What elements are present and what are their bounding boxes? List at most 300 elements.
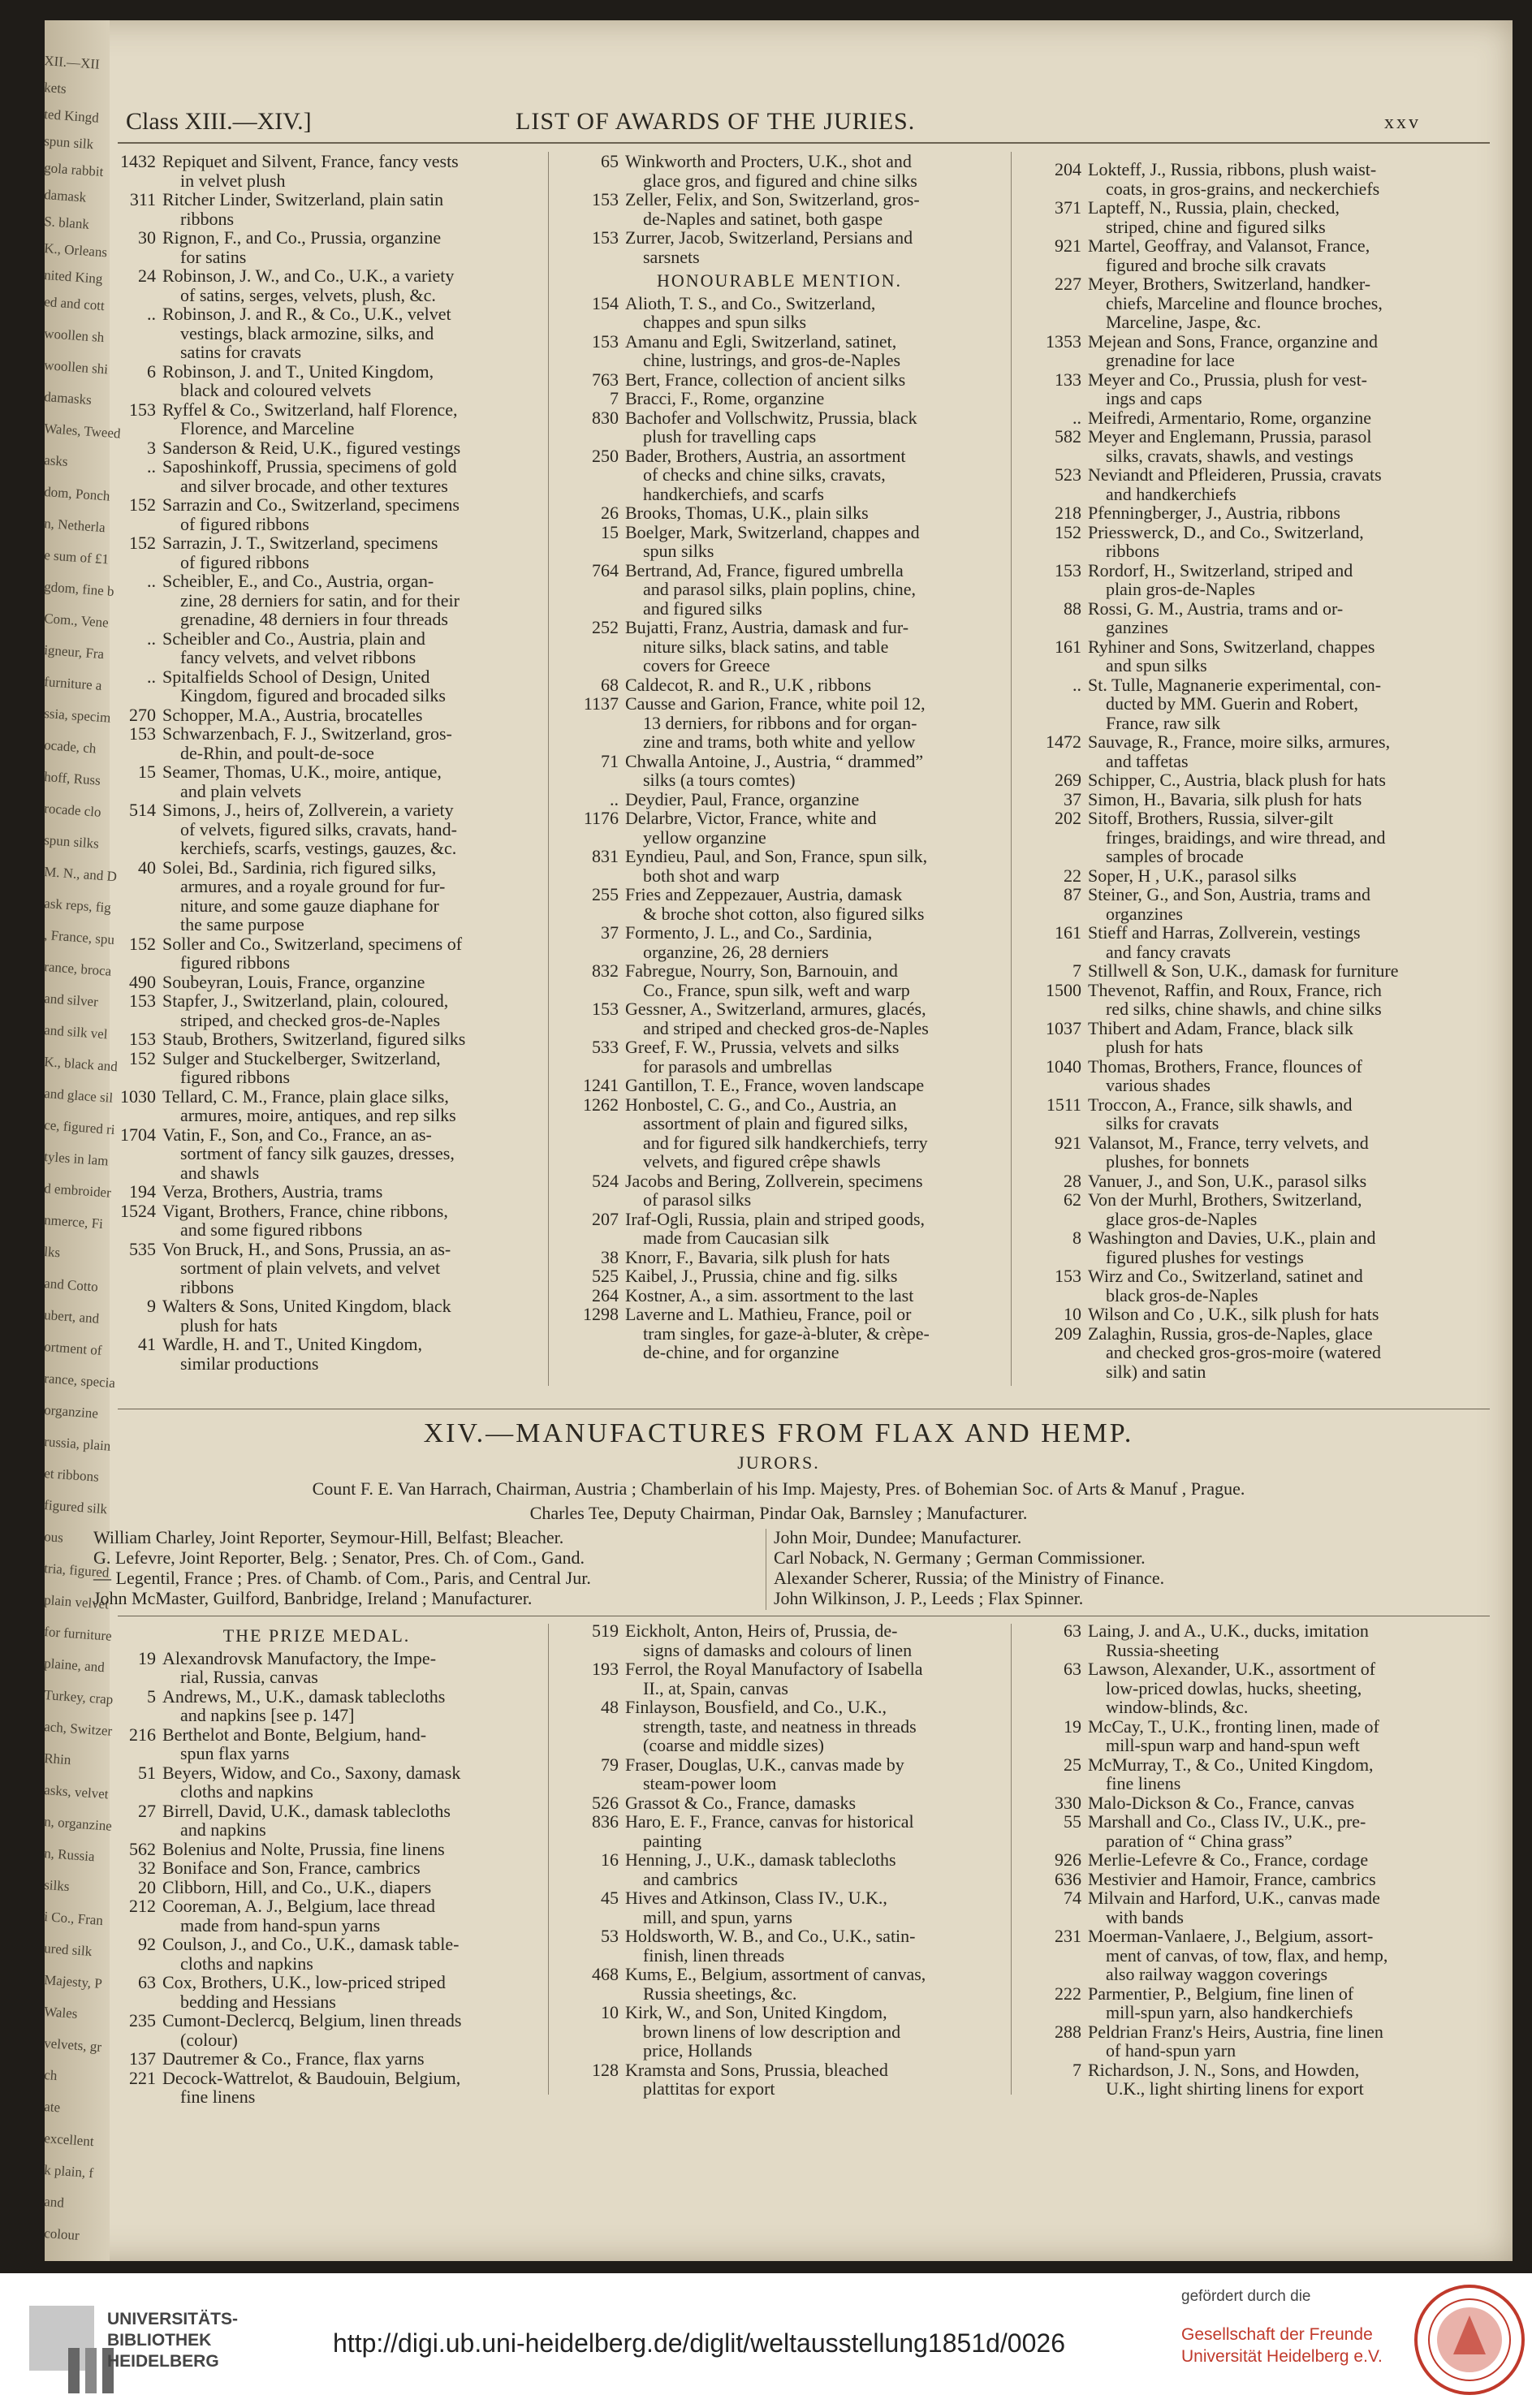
award-entry <box>552 1965 1007 2003</box>
award-entry <box>552 503 1007 523</box>
edge-fragment: asks, velvet <box>43 1782 110 1802</box>
award-entry <box>1015 160 1469 198</box>
award-entry <box>552 694 1007 752</box>
award-entry <box>1015 465 1469 503</box>
exhibit-number: 212 <box>129 1896 156 1916</box>
award-text: Caldecot, R. and R., U.K , ribbons <box>625 674 872 695</box>
award-text: Stapfer, J., Switzerland, plain, coloured, <box>162 990 449 1011</box>
award-entry <box>552 1076 1007 1095</box>
edge-fragment: ach, Switzer <box>43 1719 113 1739</box>
award-text-continued: spun flax yarns <box>180 1743 290 1763</box>
award-text: Rignon, F., and Co., Prussia, organzine <box>162 227 442 248</box>
award-text: Laverne and L. Mathieu, France, poil or <box>625 1304 912 1324</box>
award-entry <box>552 1267 1007 1286</box>
award-text-continued: red silks, chine shawls, and chine silks <box>1106 999 1382 1019</box>
award-entry <box>89 1840 544 1859</box>
award-text: Chwalla Antoine, J., Austria, “ drammed” <box>625 750 924 771</box>
award-entry <box>89 667 544 706</box>
exhibit-number: 1432 <box>120 151 156 171</box>
award-text-continued: spun silks <box>643 541 714 561</box>
edge-fragment: gola rabbit <box>43 160 104 180</box>
award-text: Laing, J. and A., U.K., ducks, imitation <box>1088 1620 1369 1641</box>
award-text: Merlie-Lefevre & Co., France, cordage <box>1088 1849 1369 1870</box>
exhibit-number: 204 <box>1055 159 1081 179</box>
edge-fragment: organzine <box>43 1402 99 1422</box>
exhibit-number: 37 <box>601 922 619 943</box>
award-entry <box>1015 1812 1469 1850</box>
award-text: Rossi, G. M., Austria, trams and or- <box>1088 598 1344 619</box>
exhibit-number: 8 <box>1072 1228 1081 1248</box>
exhibit-number: 152 <box>129 494 156 515</box>
award-text-continued: and parasol silks, plain poplins, chine, <box>643 579 917 599</box>
award-entry <box>552 999 1007 1038</box>
award-text: Eyndieu, Paul, and Son, France, spun silk, <box>625 846 928 866</box>
award-text-continued: fine linens <box>1106 1773 1181 1793</box>
award-text-continued: vestings, black armozine, silks, and <box>180 322 434 343</box>
award-entry <box>89 152 544 190</box>
exhibit-number: 533 <box>592 1037 619 1057</box>
award-text-continued: and napkins <box>180 1819 266 1840</box>
award-entry <box>1015 1888 1469 1927</box>
edge-fragment: rance, specia <box>43 1370 116 1392</box>
edge-fragment: Majesty, P <box>43 1972 103 1992</box>
award-text-continued: ribbons <box>180 208 234 229</box>
award-text-continued: sortment of plain velvets, and velvet <box>180 1258 441 1278</box>
exhibit-number: 28 <box>1064 1170 1081 1191</box>
edge-fragment: plaine, and <box>43 1655 106 1676</box>
award-entry <box>552 1793 1007 1813</box>
exhibit-number: 25 <box>1064 1754 1081 1775</box>
award-entry <box>89 629 544 667</box>
award-text: Pfenningberger, J., Austria, ribbons <box>1088 503 1340 523</box>
header-title: LIST OF AWARDS OF THE JURIES. <box>516 108 916 135</box>
award-entry <box>552 1621 1007 1659</box>
exhibit-number: 1500 <box>1046 979 1081 1000</box>
exhibit-number: 836 <box>592 1811 619 1832</box>
edge-fragment: and silver <box>43 990 99 1010</box>
exhibit-number: 1262 <box>583 1094 619 1115</box>
award-text-continued: ribbons <box>180 1276 234 1297</box>
award-text: Moerman-Vanlaere, J., Belgium, assort- <box>1088 1926 1374 1946</box>
award-entry <box>1015 370 1469 408</box>
award-text: Simon, H., Bavaria, silk plush for hats <box>1088 788 1362 809</box>
award-text-continued: and plain velvets <box>180 780 302 801</box>
award-text-continued: tram singles, for gaze-à-bluter, & crèpe- <box>643 1323 930 1344</box>
award-text: Parmentier, P., Belgium, fine linen of <box>1088 1983 1354 2004</box>
award-text-continued: similar productions <box>180 1353 319 1374</box>
edge-fragment: n, Russia <box>43 1845 96 1865</box>
award-text-continued: cloths and napkins <box>180 1953 313 1974</box>
edge-fragment: igneur, Fra <box>43 642 105 662</box>
award-text-continued: of figured ribbons <box>180 551 309 572</box>
award-entry <box>89 973 544 992</box>
award-text-continued: Russia-sheeting <box>1106 1639 1219 1660</box>
award-entry <box>552 294 1007 332</box>
award-entry <box>89 572 544 629</box>
award-text-continued: and shawls <box>180 1162 260 1183</box>
award-text: Henning, J., U.K., damask tablecloths <box>625 1849 896 1870</box>
award-entry <box>89 762 544 801</box>
award-entry <box>552 1927 1007 1965</box>
award-entry <box>89 1049 544 1087</box>
award-entry <box>1015 274 1469 332</box>
library-logo <box>29 2306 94 2371</box>
exhibit-number: 1704 <box>120 1124 156 1145</box>
edge-fragment: XII.—XII <box>43 53 101 72</box>
edge-fragment: and glace sil <box>43 1085 114 1106</box>
exhibit-number: 830 <box>592 407 619 428</box>
exhibit-number: 55 <box>1064 1811 1081 1832</box>
exhibit-number: 161 <box>1055 636 1081 657</box>
award-entry <box>552 790 1007 809</box>
award-entry <box>552 885 1007 923</box>
award-text-continued: silk) and satin <box>1106 1361 1206 1382</box>
flax-column-1 <box>89 1621 544 2107</box>
award-entry <box>89 266 544 304</box>
exhibit-number: 40 <box>138 857 156 878</box>
award-entry <box>552 1755 1007 1793</box>
award-entry <box>552 961 1007 999</box>
award-text-continued: de-Naples and satinet, both gaspe <box>643 208 883 229</box>
exhibit-number: 79 <box>601 1754 619 1775</box>
exhibit-number: 207 <box>592 1208 619 1229</box>
exhibit-number: 252 <box>592 617 619 637</box>
award-entry <box>552 1248 1007 1267</box>
sponsor-intro: gefördert durch die <box>1181 2288 1311 2305</box>
exhibit-number: 535 <box>129 1238 156 1259</box>
exhibit-number: 87 <box>1064 884 1081 904</box>
award-text-continued: samples of brocade <box>1106 846 1244 866</box>
edge-fragment: S. blank <box>43 214 90 232</box>
exhibit-number: 37 <box>1064 788 1081 809</box>
exhibit-number: 227 <box>1055 274 1081 294</box>
award-text: Meifredi, Armentario, Rome, organzine <box>1088 407 1372 428</box>
exhibit-number: 152 <box>129 533 156 553</box>
exhibit-number: 270 <box>129 704 156 725</box>
exhibit-number: 514 <box>129 800 156 820</box>
award-text: Martel, Geoffray, and Valansot, France, <box>1088 235 1370 256</box>
award-text: Lapteff, N., Russia, plain, checked, <box>1088 197 1340 218</box>
exhibit-number: 921 <box>1055 235 1081 256</box>
award-text: Cox, Brothers, U.K., low-priced striped <box>162 1972 446 1992</box>
sponsor-name: Gesellschaft der Freunde Universität Heidelberg e.V. <box>1181 2325 1383 2366</box>
award-text: Wardle, H. and T., United Kingdom, <box>162 1334 423 1354</box>
award-text: Bert, France, collection of ancient silks <box>625 369 906 390</box>
award-entry <box>552 675 1007 695</box>
column-rule <box>548 1624 549 2095</box>
exhibit-number: 45 <box>601 1888 619 1908</box>
column-3 <box>1015 160 1469 1381</box>
edge-fragment: woollen sh <box>43 326 105 346</box>
award-text-continued: assortment of plain and figured silks, <box>643 1113 908 1133</box>
award-entry <box>1015 198 1469 236</box>
edge-fragment: ured silk <box>43 1940 93 1960</box>
award-text-continued: handkerchiefs, and scarfs <box>643 483 824 504</box>
award-text: Lawson, Alexander, U.K., assortment of <box>1088 1659 1376 1679</box>
page-number: xxv <box>1384 112 1421 133</box>
award-text-continued: both shot and warp <box>643 865 780 886</box>
award-entry <box>89 1725 544 1763</box>
exhibit-number: 764 <box>592 559 619 580</box>
award-text-continued: black and coloured velvets <box>180 380 372 400</box>
award-text: Cooreman, A. J., Belgium, lace thread <box>162 1896 436 1916</box>
exhibit-number: 15 <box>601 521 619 542</box>
award-text: Kums, E., Belgium, assortment of canvas, <box>625 1964 926 1984</box>
edge-fragment: Rhin <box>43 1750 71 1768</box>
exhibit-number: .. <box>147 304 156 324</box>
exhibit-number: 7 <box>1072 960 1081 981</box>
award-entry <box>552 1286 1007 1305</box>
edge-fragment: nited King <box>43 267 104 287</box>
award-entry <box>552 332 1007 370</box>
award-text-continued: ings and caps <box>1106 388 1202 408</box>
award-text-continued: painting <box>643 1830 702 1851</box>
exhibit-number: 763 <box>592 369 619 390</box>
award-entry <box>89 362 544 400</box>
award-text: Steiner, G., and Son, Austria, trams and <box>1088 884 1371 904</box>
award-entry <box>1015 599 1469 637</box>
award-text: Grassot & Co., France, damasks <box>625 1792 857 1813</box>
award-text-continued: fancy velvets, and velvet ribbons <box>180 647 416 667</box>
exhibit-number: 1040 <box>1046 1055 1081 1077</box>
exhibit-number: 30 <box>138 227 156 248</box>
jurors-heading: JURORS. <box>737 1452 820 1473</box>
award-entry <box>1015 790 1469 809</box>
award-text: Schwarzenbach, F. J., Switzerland, gros- <box>162 723 452 744</box>
award-entry <box>89 1858 544 1878</box>
award-entry <box>1015 1850 1469 1870</box>
edge-fragment: asks <box>43 452 69 469</box>
award-entry <box>552 1888 1007 1927</box>
exhibit-number: 519 <box>592 1620 619 1641</box>
edge-fragment: ous <box>43 1529 64 1546</box>
award-text: Von Bruck, H., and Sons, Prussia, an as- <box>162 1238 451 1259</box>
award-text-continued: covers for Greece <box>643 655 770 675</box>
exhibit-number: 128 <box>592 2059 619 2080</box>
award-text: Marshall and Co., Class IV., U.K., pre- <box>1088 1811 1366 1832</box>
exhibit-number: 7 <box>1072 2059 1081 2080</box>
exhibit-number: 68 <box>601 674 619 695</box>
award-text: Walters & Sons, United Kingdom, black <box>162 1296 451 1316</box>
award-text-continued: plushes, for bonnets <box>1106 1151 1249 1172</box>
award-text: Eickholt, Anton, Heirs of, Prussia, de- <box>625 1620 898 1641</box>
award-entry <box>1015 1324 1469 1382</box>
award-entry <box>552 1812 1007 1850</box>
exhibit-number: 209 <box>1055 1323 1081 1344</box>
award-text-continued: and silver brocade, and other textures <box>180 475 448 496</box>
award-text: Bracci, F., Rome, organzine <box>625 388 825 408</box>
exhibit-number: 831 <box>592 846 619 866</box>
award-text-continued: chiefs, Marceline and flounce broches, <box>1106 292 1383 313</box>
edge-fragment: gdom, fine b <box>43 579 115 599</box>
award-entry <box>552 1038 1007 1076</box>
award-text: Bertrand, Ad, France, figured umbrella <box>625 559 904 580</box>
award-entry <box>552 618 1007 675</box>
exhibit-number: 222 <box>1055 1983 1081 2004</box>
award-entry <box>89 228 544 266</box>
juror-line: William Charley, Joint Reporter, Seymour-Hill, Belfast; Bleacher. <box>93 1527 564 1547</box>
award-text-continued: paration of “ China grass” <box>1106 1830 1292 1851</box>
header-rule <box>118 142 1490 144</box>
award-text: Peldrian Franz's Heirs, Austria, fine linen <box>1088 2021 1383 2042</box>
exhibit-number: 27 <box>138 1800 156 1821</box>
edge-fragment: ask reps, fig <box>43 895 112 916</box>
award-text-continued: organzine, 26, 28 derniers <box>643 941 829 962</box>
award-entry <box>89 190 544 228</box>
exhibit-number: 1298 <box>583 1304 619 1324</box>
award-text-continued: zine, 28 derniers for satin, and for their <box>180 589 460 611</box>
award-entry <box>89 1029 544 1049</box>
permalink[interactable]: http://digi.ub.uni-heidelberg.de/diglit/weltausstellung1851d/0026 <box>333 2328 1065 2358</box>
award-text-continued: in velvet plush <box>180 170 286 191</box>
award-text-continued: mill, and spun, yarns <box>643 1906 792 1927</box>
award-entry <box>552 370 1007 390</box>
exhibit-number: 1524 <box>120 1200 156 1221</box>
award-text-continued: ment of canvas, of tow, flax, and hemp, <box>1106 1944 1388 1966</box>
exhibit-number: 153 <box>1055 559 1081 580</box>
award-entry <box>1015 1057 1469 1095</box>
award-entry <box>89 1802 544 1840</box>
exhibit-number: 65 <box>601 151 619 171</box>
award-text: Haro, E. F., France, canvas for historical <box>625 1811 914 1832</box>
award-text: Cumont-Declercq, Belgium, linen threads <box>162 2010 462 2030</box>
award-text: Holdsworth, W. B., and Co., U.K., satin- <box>625 1926 916 1946</box>
exhibit-number: 832 <box>592 960 619 981</box>
edge-fragment: damasks <box>43 389 93 408</box>
exhibit-number: 636 <box>1055 1868 1081 1889</box>
award-text: Saposhinkoff, Prussia, specimens of gold <box>162 456 457 477</box>
exhibit-number: 330 <box>1055 1792 1081 1813</box>
award-entry <box>552 152 1007 190</box>
exhibit-number: 153 <box>592 227 619 248</box>
award-text-continued: ganzines <box>1106 617 1168 637</box>
juror-line: G. Lefevre, Joint Reporter, Belg. ; Senator, Pres. Ch. of Com., Gand. <box>93 1547 585 1568</box>
award-text: Tellard, C. M., France, plain glace silks, <box>162 1085 449 1107</box>
exhibit-number: 1176 <box>583 808 619 828</box>
award-text: Repiquet and Silvent, France, fancy vests <box>162 151 459 171</box>
award-text-continued: mill-spun warp and hand-spun weft <box>1106 1735 1360 1755</box>
edge-fragment: and silk vel <box>43 1022 109 1042</box>
award-text-continued: and napkins [see p. 147] <box>180 1705 355 1725</box>
award-text-continued: mill-spun yarn, also handkerchiefs <box>1106 2002 1353 2022</box>
edge-fragment: ocade, ch <box>43 737 97 757</box>
exhibit-number: 5 <box>147 1685 156 1707</box>
edge-fragment: ubert, and <box>43 1307 100 1327</box>
award-text-continued: kerchiefs, scarfs, vestings, gauzes, &c. <box>180 838 457 858</box>
award-text: St. Tulle, Magnanerie experimental, con- <box>1088 674 1382 695</box>
exhibit-number: 41 <box>138 1334 156 1354</box>
award-text: Fabregue, Nourry, Son, Barnouin, and <box>625 960 898 981</box>
edge-fragment: n, organzine <box>43 1814 113 1834</box>
award-text-continued: and figured silks <box>643 598 762 619</box>
award-entry <box>1015 1984 1469 2022</box>
edge-fragment: ssia, specim <box>43 706 111 726</box>
award-text-continued: armures, moire, antiques, and rep silks <box>180 1105 456 1125</box>
award-entry <box>89 457 544 495</box>
award-text: Causse and Garion, France, white poil 12, <box>625 693 926 714</box>
exhibit-number: 194 <box>129 1181 156 1202</box>
exhibit-number: 152 <box>1055 521 1081 542</box>
award-text: Sarrazin and Co., Switzerland, specimens <box>162 494 460 515</box>
award-text-continued: plush for hats <box>180 1314 278 1336</box>
award-text: Andrews, M., U.K., damask tablecloths <box>162 1685 446 1707</box>
award-text: Robinson, J. W., and Co., U.K., a variety <box>162 265 455 286</box>
award-entry <box>89 801 544 858</box>
award-entry <box>89 1297 544 1335</box>
edge-fragment: spun silks <box>43 832 100 852</box>
award-text: Soubeyran, Louis, France, organzine <box>162 971 425 992</box>
award-text: Ritcher Linder, Switzerland, plain satin <box>162 189 444 209</box>
award-entry <box>552 228 1007 266</box>
award-text-continued: silks (a tours comtes) <box>643 770 796 790</box>
award-entry <box>89 1202 544 1240</box>
award-entry <box>89 724 544 762</box>
award-entry <box>552 523 1007 561</box>
award-text: Ferrol, the Royal Manufactory of Isabella <box>625 1659 923 1679</box>
exhibit-number: 133 <box>1055 369 1081 390</box>
edge-fragment: silks <box>43 1877 71 1895</box>
award-text-continued: France, raw silk <box>1106 712 1221 733</box>
award-text-continued: chine, lustrings, and gros-de-Naples <box>643 350 901 370</box>
award-text: Bachofer and Vollschwitz, Prussia, black <box>625 407 917 428</box>
award-text-continued: for satins <box>180 246 247 267</box>
award-text-continued: of velvets, figured silks, cravats, hand- <box>180 818 457 839</box>
exhibit-number: .. <box>1072 674 1081 695</box>
award-text: Ryffel & Co., Switzerland, half Florence, <box>162 399 458 420</box>
award-text-continued: steam-power loom <box>643 1773 777 1793</box>
exhibit-number: 53 <box>601 1926 619 1946</box>
award-entry <box>552 2003 1007 2061</box>
award-text: Greef, F. W., Prussia, velvets and silks <box>625 1037 900 1057</box>
award-text-continued: silks, cravats, shawls, and vestings <box>1106 445 1353 466</box>
award-text: Deydier, Paul, France, organzine <box>625 788 860 809</box>
award-text: Stillwell & Son, U.K., damask for furniture <box>1088 960 1399 981</box>
award-text: Meyer and Englemann, Prussia, parasol <box>1088 426 1372 447</box>
award-text-continued: brown linens of low description and <box>643 2021 901 2042</box>
award-text: Scheibler and Co., Austria, plain and <box>162 628 425 649</box>
award-text: Soper, H , U.K., parasol silks <box>1088 865 1297 886</box>
edge-fragment: hoff, Russ <box>43 769 101 788</box>
award-text-continued: striped, and checked gros-de-Naples <box>180 1009 441 1030</box>
exhibit-number: 88 <box>1064 598 1081 619</box>
award-entry <box>1015 332 1469 370</box>
exhibit-number: .. <box>147 628 156 649</box>
award-entry <box>1015 1927 1469 1984</box>
award-text: Staub, Brothers, Switzerland, figured silks <box>162 1029 466 1049</box>
award-text: Meyer, Brothers, Switzerland, handker- <box>1088 274 1371 294</box>
edge-fragment: ortment of <box>43 1339 103 1358</box>
edge-fragment: Wales <box>43 2004 79 2022</box>
exhibit-number: 63 <box>138 1972 156 1992</box>
edge-fragment: ate <box>43 2099 61 2116</box>
award-text: Kramsta and Sons, Prussia, bleached <box>625 2059 888 2080</box>
award-text-continued: for parasols and umbrellas <box>643 1055 832 1077</box>
award-text: Vanuer, J., and Son, U.K., parasol silks <box>1088 1170 1367 1191</box>
award-text-continued: grenadine, 48 derniers in four threads <box>180 609 448 629</box>
edge-fragment: and <box>43 2194 65 2211</box>
exhibit-number: 216 <box>129 1724 156 1745</box>
exhibit-number: 1472 <box>1046 731 1081 752</box>
library-name: UNIVERSITÄTS- BIBLIOTHEK HEIDELBERG <box>107 2310 239 2371</box>
award-text: Delarbre, Victor, France, white and <box>625 808 877 828</box>
award-entry <box>1015 2061 1469 2099</box>
award-text: Ryhiner and Sons, Switzerland, chappes <box>1088 636 1375 657</box>
exhibit-number: 1037 <box>1046 1017 1081 1038</box>
award-text: Von der Murhl, Brothers, Switzerland, <box>1088 1189 1362 1210</box>
award-text-continued: and for figured silk handkerchiefs, terry <box>643 1132 928 1153</box>
exhibit-number: 20 <box>138 1876 156 1897</box>
subsection-heading: HONOURABLE MENTION. <box>657 270 902 291</box>
